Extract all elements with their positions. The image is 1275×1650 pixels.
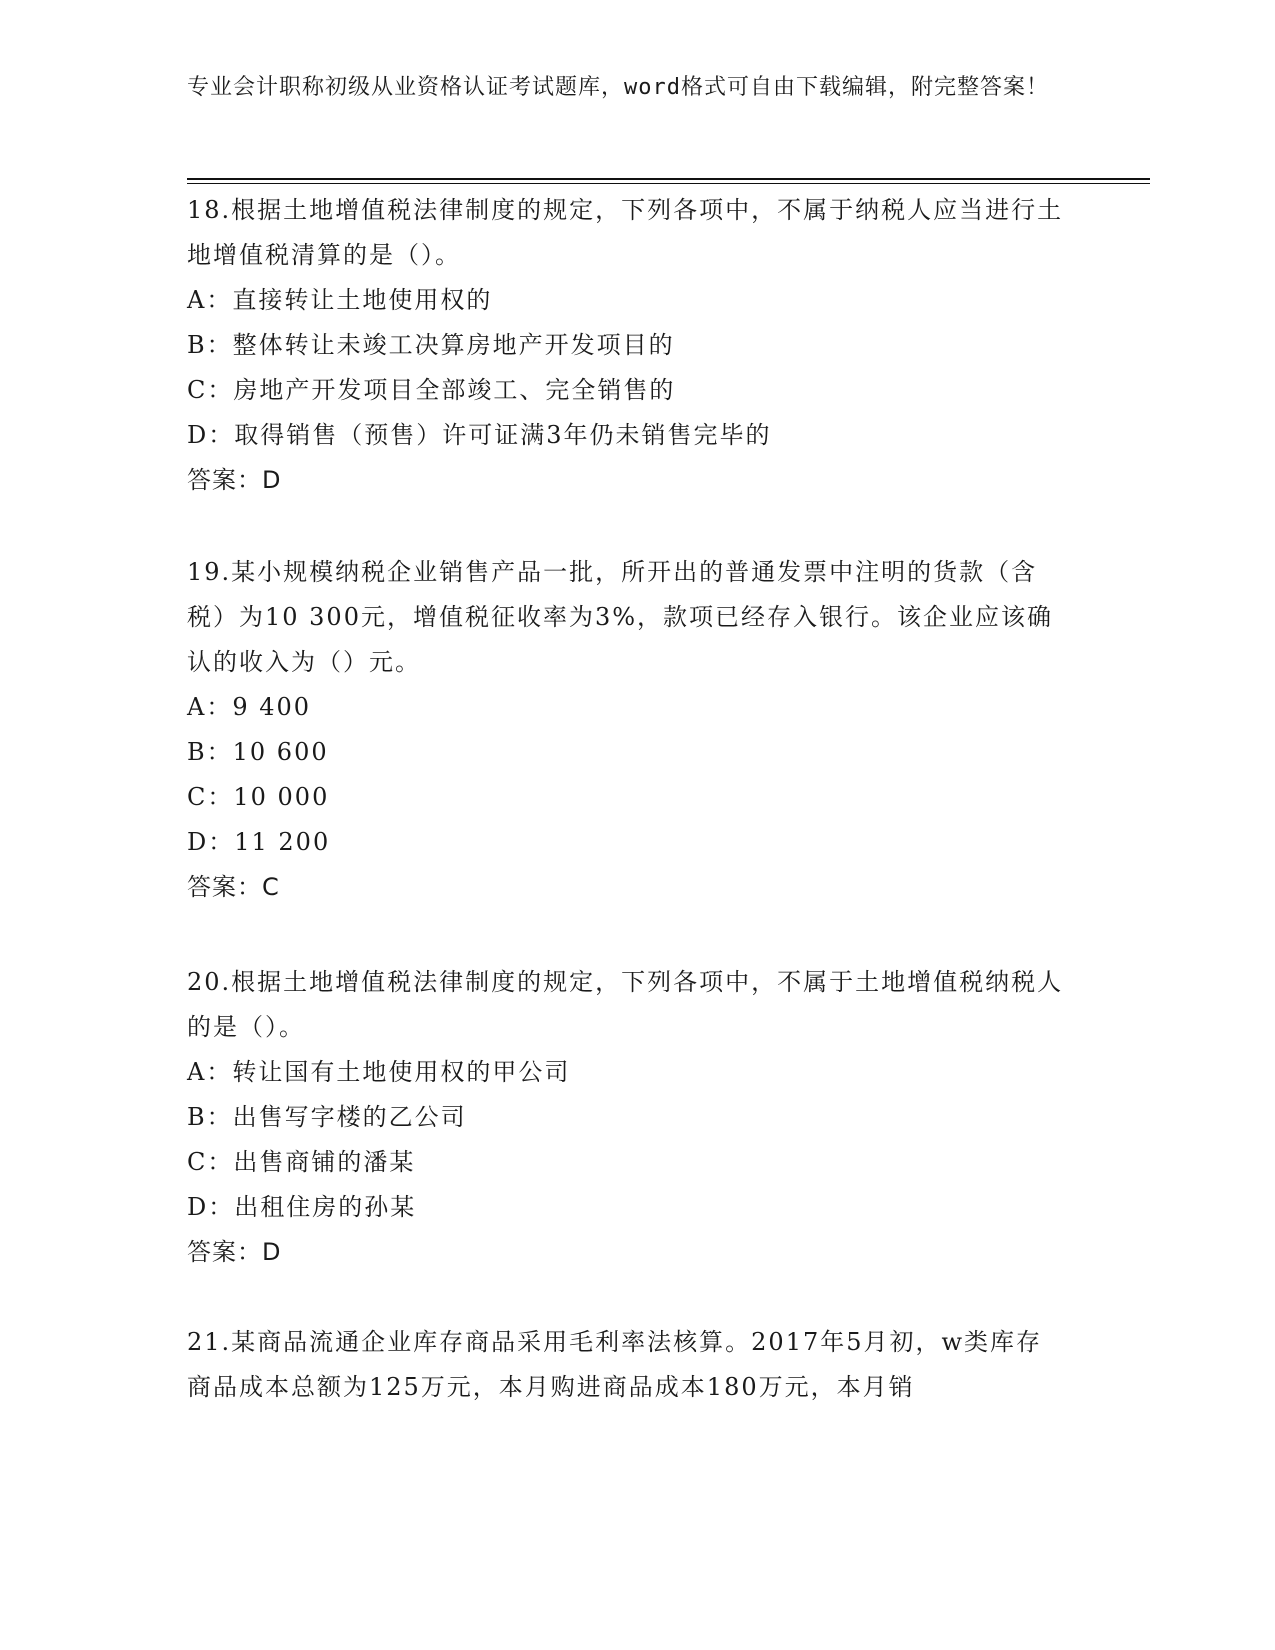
question-21	[187, 1320, 1067, 1410]
option-a: A：直接转让土地使用权的	[187, 286, 493, 314]
option-d: D：出租住房的孙某	[187, 1193, 417, 1221]
question-18	[187, 188, 1067, 503]
question-stem: 21.某商品流通企业库存商品采用毛利率法核算。2017年5月初，w类库存商品成本总额为125万元，本月购进商品成本180万元，本月销	[187, 1328, 1043, 1401]
question-stem: 18.根据土地增值税法律制度的规定，下列各项中，不属于纳税人应当进行土地增值税清算的是（）。	[187, 196, 1064, 269]
option-c: C：出售商铺的潘某	[187, 1148, 416, 1176]
answer: 答案：D	[187, 1238, 282, 1266]
option-c: C：10 000	[187, 783, 330, 811]
header-rule-thick	[187, 178, 1150, 180]
option-d: D：取得销售（预售）许可证满3年仍未销售完毕的	[187, 421, 772, 449]
option-b: B：10 600	[187, 738, 329, 766]
option-b: B：出售写字楼的乙公司	[187, 1103, 467, 1131]
option-b: B：整体转让未竣工决算房地产开发项目的	[187, 331, 675, 359]
option-c: C：房地产开发项目全部竣工、完全销售的	[187, 376, 676, 404]
question-stem: 20.根据土地增值税法律制度的规定，下列各项中，不属于土地增值税纳税人的是（）。	[187, 968, 1064, 1041]
option-a: A：9 400	[187, 693, 312, 721]
answer: 答案：D	[187, 466, 282, 494]
question-19	[187, 550, 1067, 910]
option-d: D：11 200	[187, 828, 331, 856]
answer: 答案：C	[187, 873, 280, 901]
header-rule-thin	[187, 183, 1150, 184]
option-a: A：转让国有土地使用权的甲公司	[187, 1058, 571, 1086]
question-stem: 19.某小规模纳税企业销售产品一批，所开出的普通发票中注明的货款（含税）为10 300元，增值税征收率为3%，款项已经存入银行。该企业应该确认的收入为（）元。	[187, 558, 1054, 676]
page-header: 专业会计职称初级从业资格认证考试题库，word格式可自由下载编辑，附完整答案！	[187, 75, 1049, 100]
question-20	[187, 960, 1067, 1275]
